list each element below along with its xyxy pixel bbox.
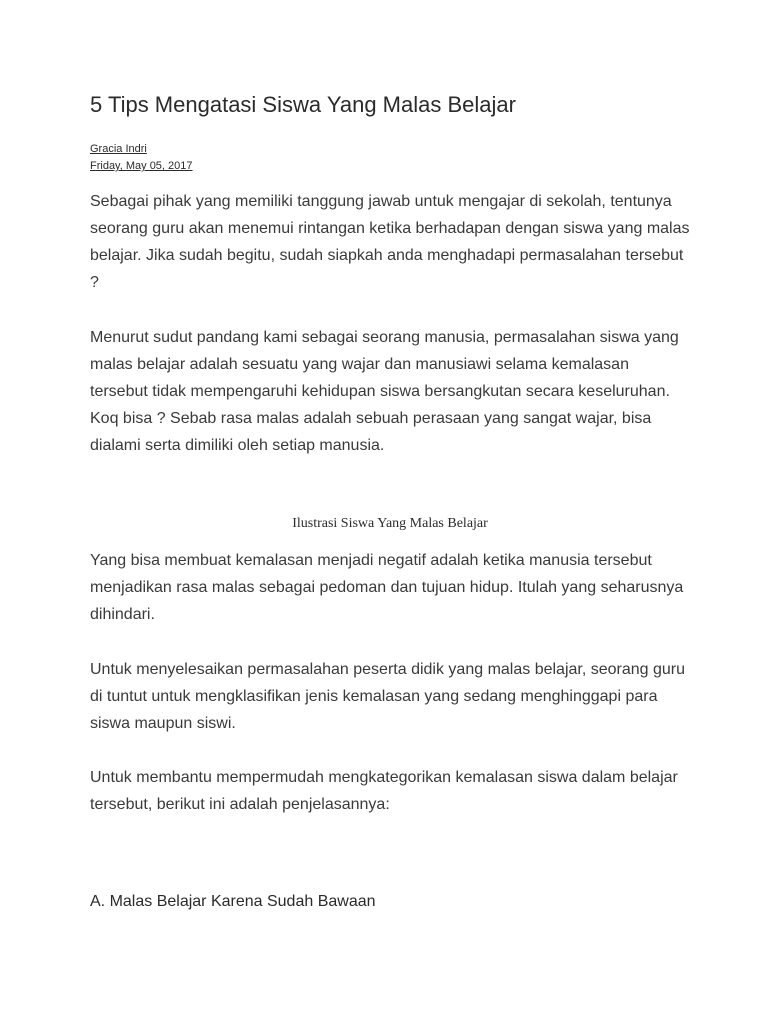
paragraph-intro: Sebagai pihak yang memiliki tanggung jawab untuk mengajar di sekolah, tentunya seorang guru akan menemui rintangan ketika berhadapan dengan siswa yang malas belajar. Jika sudah begitu, sudah siapkah anda menghadapi permasalahan tersebut ? — [90, 193, 690, 291]
article-title: 5 Tips Mengatasi Siswa Yang Malas Belajar — [90, 92, 516, 117]
paragraph-categorize: Untuk membantu mempermudah mengkategorikan kemalasan siswa dalam belajar tersebut, berikut ini adalah penjelasannya: — [90, 769, 678, 813]
paragraph-perspective: Menurut sudut pandang kami sebagai seorang manusia, permasalahan siswa yang malas belajar adalah sesuatu yang wajar dan manusiawi selama kemalasan tersebut tidak mempengaruhi kehidupan siswa bersangkutan secara keseluruhan. Koq bisa ? Sebab rasa malas adalah sebuah perasaan yang sangat wajar, bisa dialami serta dimiliki oleh setiap manusia. — [90, 329, 679, 454]
paragraph-classify: Untuk menyelesaikan permasalahan peserta didik yang malas belajar, seorang guru di tuntut untuk mengklasifikan jenis kemalasan yang sedang menghinggapi para siswa maupun siswi. — [90, 661, 686, 732]
image-caption: Ilustrasi Siswa Yang Malas Belajar — [292, 516, 488, 531]
author-link[interactable]: Gracia Indri — [90, 143, 147, 155]
section-heading: A. Malas Belajar Karena Sudah Bawaan — [90, 893, 376, 910]
publish-date[interactable]: Friday, May 05, 2017 — [90, 160, 193, 172]
paragraph-negative: Yang bisa membuat kemalasan menjadi negatif adalah ketika manusia tersebut menjadikan rasa malas sebagai pedoman dan tujuan hidup. Itulah yang seharusnya dihindari. — [90, 552, 684, 623]
